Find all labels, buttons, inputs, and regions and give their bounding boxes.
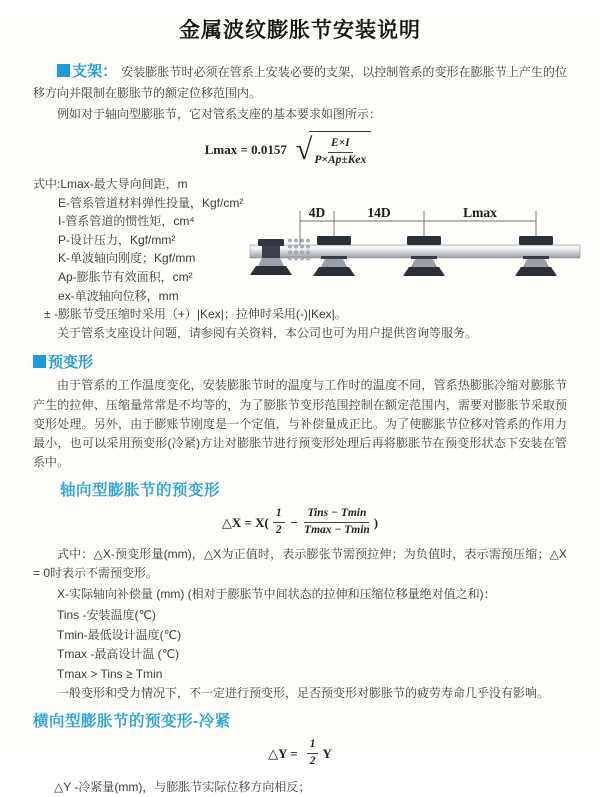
radical-sign-icon: √ [295,132,313,166]
diagram-label-4d: 4D [308,204,326,220]
axial-note-2: X-实际轴向补偿量 (mm) (相对于膨胀节中间状态的拉伸和压缩位移量绝对值之和)： [57,587,496,602]
lmax-fraction [314,137,366,168]
definition-item: I-管系管道的惯性矩，cm⁴ [58,214,195,229]
plus-minus-note: ± -膨胀节受压缩时采用（+）|Kex|；拉伸时采用(-)|Kex|。 [44,307,347,322]
lateral-note: △Y -冷紧量(mm)，与膨胀节实际位移方向相反； [54,779,311,794]
temperature-definitions-list [33,606,567,684]
axial-formula-lhs: △X = X( [221,514,269,530]
temperature-item: Tins -安装温度(℃) [57,608,157,623]
definition-item: K-单波轴向刚度；Kgf/mm [58,251,196,266]
support-intro-paragraph [33,60,567,103]
radical-content [309,131,371,168]
axial-closing-note: 一般变形和受力情况下，不一定进行预变形，足否预变形对膨胀节的疲劳寿命几乎没有影响。 [57,686,550,701]
definition-item: E-管系管道材料弹性投量，Kgf/cm² [58,195,244,210]
predeform-paragraph: 由于管系的工作温度变化，安装膨胀节时的温度与工作时的温度不同，管系热膨胀冷缩对膨胀节产生的拉伸、压缩量常常是不均等的，为了膨胀节变形范围控制在额定范围内，需要对膨胀节采取预变形处理。另外，由于膨账节刚度是一个定值，与补偿量成正比。为了使膨胀节位移对管系的作用力最小，也可以采用预变形(冷紧)方让对膨胀节进行预变形处理后再将膨胀节在预变形状态下安装在管系中。 [33,378,567,470]
square-bullet-icon [33,355,46,368]
support-section-heading [57,63,117,80]
support-intro-text: 安装膨胀节时必须在管系上安装必要的支架，以控制管系的变形在膨胀节上产生的位移方向并限制在膨胀节的额定位移范围内。 [33,65,567,100]
consulting-note: 关于管系支座设计问题，请参阅有关资料，本公司也可为用户提供咨询等服务。 [57,325,478,340]
radical-expression [296,131,371,168]
lateral-formula-lhs: △Y = [268,745,298,761]
document-page [0,14,600,794]
pipe-support-diagram [248,205,600,301]
lateral-predeform-formula [33,738,567,769]
temperature-fraction: $\frac{\text{Tins − Tmin}}{Tmax - Tmin}$ [304,507,370,537]
definition-item: Ap-膨胀节有效面积，cm² [58,269,193,284]
square-bullet-icon [57,64,70,77]
definition-item: P-设计压力，Kgf/mm² [58,232,176,247]
diagram-label-14d: 14D [367,204,391,220]
lmax-formula-lhs: Lmax = 0.0157 [204,141,287,157]
page-title: 金属波纹膨胀节安装说明 [179,19,421,42]
definition-item: ex-单波轴向位移，mm [58,288,179,303]
lateral-formula-rhs: Y [322,745,332,761]
axial-subsection-heading: 轴向型膨胀节的预变形 [60,482,221,500]
minus-operator: − [290,514,299,530]
diagram-label-lmax: Lmax [463,204,497,220]
temperature-item: Tmin-最低设计温度(℃) [57,627,182,642]
predeform-heading-label: 预变形 [48,354,94,372]
one-half-fraction: $\frac{1}{2}$ [307,738,319,769]
document-content [0,14,600,797]
temperature-item: Tmax > Tins ≥ Tmin [57,666,163,681]
axial-predeform-formula [33,507,567,538]
one-half-fraction: $\frac{1}{2}$ [273,507,285,538]
predeform-section-heading [33,351,567,372]
definitions-and-diagram [33,175,567,342]
axial-formula-close: ) [373,514,379,530]
support-heading-label: 支架： [72,63,118,80]
support-example-text: 例如对于轴向型膨胀节，它对管系支座的基本要求如图所示： [57,107,382,122]
temperature-item: Tmax -最高设计温 (℃) [57,647,180,662]
lateral-subsection-heading: 横向型膨胀节的预变形-冷紧 [33,713,231,731]
lmax-fraction-denominator: P×Ap±Kex [314,154,367,167]
definition-item: 式中:Lmax-最大导向间距，m [33,176,188,191]
lmax-formula [21,131,555,168]
lmax-fraction-numerator: E×I [328,137,353,153]
axial-note-1: 式中：△X-预变形量(mm)，△X为正值时，表示膨张节需预拉伸；为负值时，表示需预压缩；△X = 0时表示不需预变形。 [33,546,567,581]
